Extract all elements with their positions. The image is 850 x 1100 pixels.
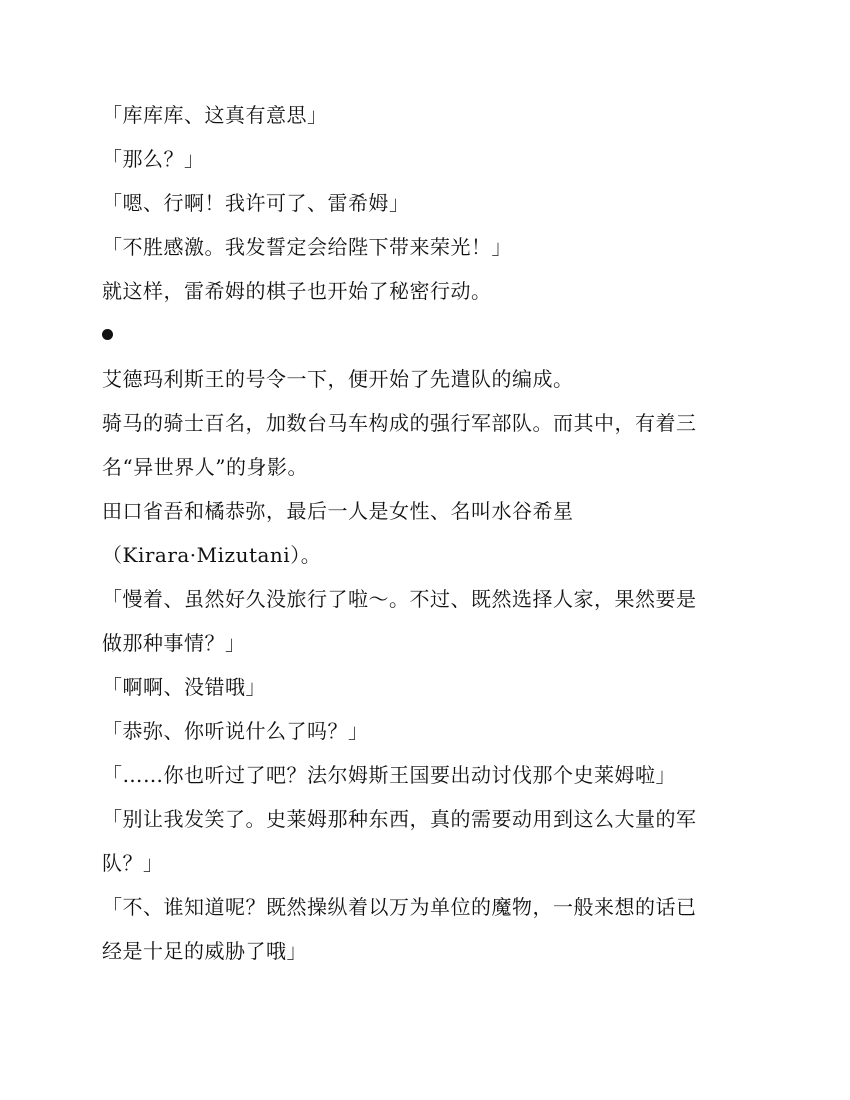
paragraph-8-line-1: 田口省吾和橘恭弥，最后一人是女性、名叫水谷希星 [102, 499, 574, 523]
paragraph-9-line-1: 「慢着、虽然好久没旅行了啦～。不过、既然选择人家，果然要是 [102, 587, 697, 611]
paragraph-7-line-2: 名“异世界人”的身影。 [102, 455, 308, 479]
paragraph-6: 艾德玛利斯王的号令一下，便开始了先遣队的编成。 [102, 367, 574, 391]
text-body [102, 93, 712, 973]
paragraph-11: 「恭弥、你听说什么了吗？」 [102, 719, 369, 743]
section-bullet [102, 313, 712, 357]
paragraph-1: 「库库库、这真有意思」 [102, 103, 328, 127]
paragraph-14-line-1: 「不、谁知道呢？既然操纵着以万为单位的魔物，一般来想的话已 [102, 895, 697, 919]
paragraph-10: 「啊啊、没错哦」 [102, 675, 266, 699]
paragraph-5: 就这样，雷希姆的棋子也开始了秘密行动。 [102, 279, 492, 303]
paragraph-13-line-2: 队？」 [102, 851, 164, 875]
bullet-dot-icon [102, 329, 113, 340]
paragraph-9-line-2: 做那种事情？」 [102, 631, 246, 655]
paragraph-8-line-2: （Kirara·Mizutani）。 [102, 543, 322, 567]
paragraph-13-line-1: 「别让我发笑了。史莱姆那种东西，真的需要动用到这么大量的军 [102, 807, 697, 831]
paragraph-7-line-1: 骑马的骑士百名，加数台马车构成的强行军部队。而其中，有着三 [102, 411, 697, 435]
paragraph-4: 「不胜感激。我发誓定会给陛下带来荣光！」 [102, 235, 512, 259]
paragraph-2: 「那么？」 [102, 147, 205, 171]
paragraph-3: 「嗯、行啊！我许可了、雷希姆」 [102, 191, 410, 215]
paragraph-12: 「……你也听过了吧？法尔姆斯王国要出动讨伐那个史莱姆啦」 [102, 763, 676, 787]
paragraph-14-line-2: 经是十足的威胁了哦」 [102, 939, 307, 963]
